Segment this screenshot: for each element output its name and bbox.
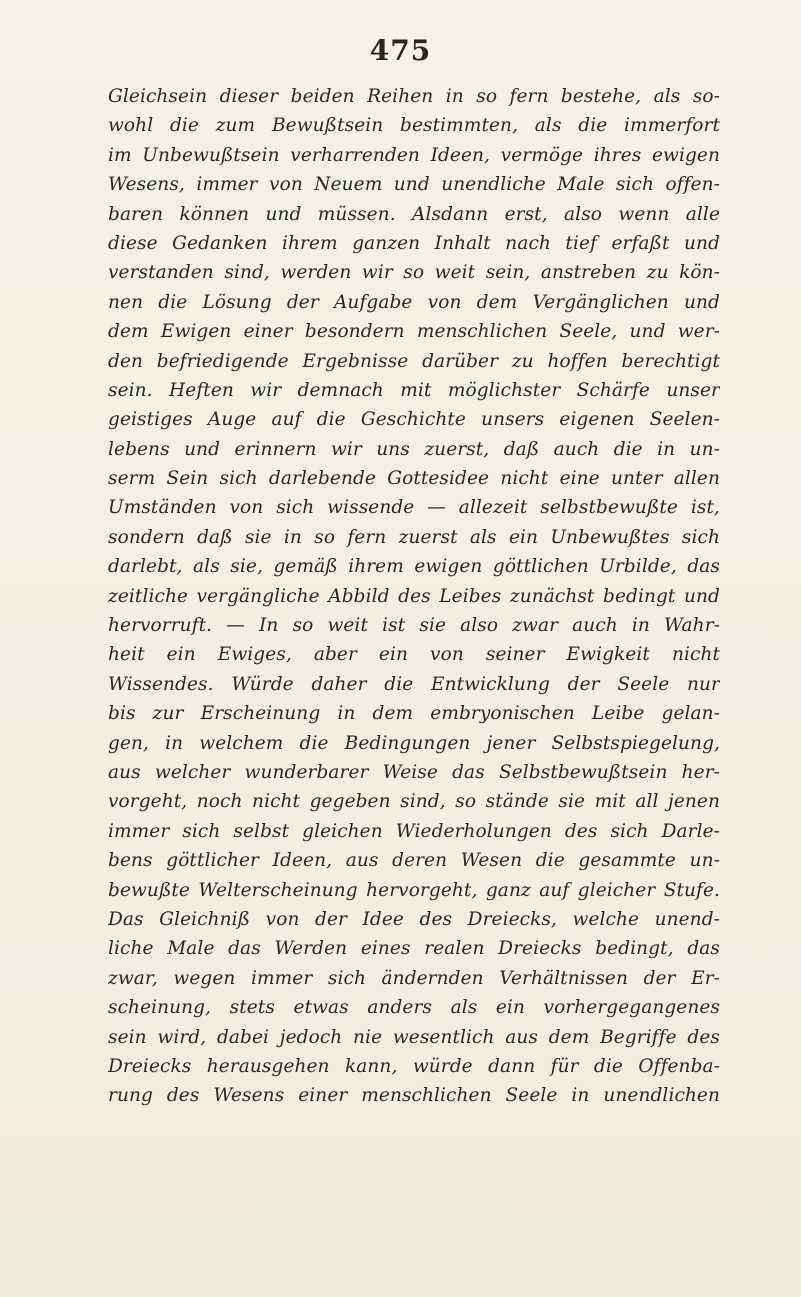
text-line: zeitliche vergängliche Abbild des Leibes zunächst bedingt und — [108, 585, 720, 607]
text-line: sein wird, dabei jedoch nie wesentlich aus dem Begriffe des — [108, 1026, 720, 1048]
text-line: serm Sein sich darlebende Gottesidee nicht eine unter allen — [108, 468, 720, 490]
text-line: gen, in welchem die Bedingungen jener Selbstspiegelung, — [108, 732, 720, 754]
text-line: diese Gedanken ihrem ganzen Inhalt nach tief erfaßt und — [108, 232, 720, 254]
text-line: zwar, wegen immer sich ändernden Verhältnissen der Er- — [108, 967, 720, 989]
text-line: sondern daß sie in so fern zuerst als ein Unbewußtes sich — [108, 526, 720, 548]
text-line: wohl die zum Bewußtsein bestimmten, als die immerfort — [108, 115, 720, 137]
text-line: sein. Heften wir demnach mit möglichster Schärfe unser — [108, 379, 720, 401]
text-line: dem Ewigen einer besondern menschlichen Seele, und wer- — [108, 321, 720, 343]
body-text — [108, 82, 720, 1111]
text-line: bewußte Welterscheinung hervorgeht, ganz auf gleicher Stufe. — [108, 879, 720, 901]
text-line: liche Male das Werden eines realen Dreiecks bedingt, das — [108, 938, 720, 960]
text-line: bens göttlicher Ideen, aus deren Wesen die gesammte un- — [108, 850, 720, 872]
text-line: lebens und erinnern wir uns zuerst, daß auch die in un- — [108, 438, 720, 460]
text-line: baren können und müssen. Alsdann erst, also wenn alle — [108, 203, 720, 225]
text-line: hervorruft. — In so weit ist sie also zwar auch in Wahr- — [108, 615, 720, 637]
text-line: verstanden sind, werden wir so weit sein, anstreben zu kön- — [108, 262, 720, 284]
text-line: im Unbewußtsein verharrenden Ideen, vermöge ihres ewigen — [108, 144, 720, 166]
text-line: Umständen von sich wissende — allezeit selbstbewußte ist, — [108, 497, 720, 519]
text-line: aus welcher wunderbarer Weise das Selbstbewußtsein her- — [108, 761, 720, 783]
text-line: rung des Wesens einer menschlichen Seele in unendlichen — [108, 1085, 720, 1107]
text-line: immer sich selbst gleichen Wiederholungen des sich Darle- — [108, 820, 720, 842]
text-line: geistiges Auge auf die Geschichte unsers eigenen Seelen- — [108, 409, 720, 431]
text-line: Wesens, immer von Neuem und unendliche Male sich offen- — [108, 174, 720, 196]
text-line: Wissendes. Würde daher die Entwicklung der Seele nur — [108, 673, 720, 695]
page-number: 475 — [369, 34, 432, 67]
text-line: bis zur Erscheinung in dem embryonischen Leibe gelan- — [108, 703, 720, 725]
text-line: scheinung, stets etwas anders als ein vorhergegangenes — [108, 997, 720, 1019]
text-line: Dreiecks herausgehen kann, würde dann für die Offenba- — [108, 1055, 720, 1077]
text-line: Gleichsein dieser beiden Reihen in so fern bestehe, als so- — [108, 86, 720, 107]
text-line: nen die Lösung der Aufgabe von dem Vergänglichen und — [108, 291, 720, 313]
text-line: vorgeht, noch nicht gegeben sind, so stände sie mit all jenen — [108, 791, 720, 813]
text-line: darlebt, als sie, gemäß ihrem ewigen göttlichen Urbilde, das — [108, 556, 720, 578]
text-line: Das Gleichniß von der Idee des Dreiecks, welche unend- — [108, 908, 720, 930]
text-line: den befriedigende Ergebnisse darüber zu hoffen berechtigt — [108, 350, 720, 372]
text-line: heit ein Ewiges, aber ein von seiner Ewigkeit nicht — [108, 644, 720, 666]
